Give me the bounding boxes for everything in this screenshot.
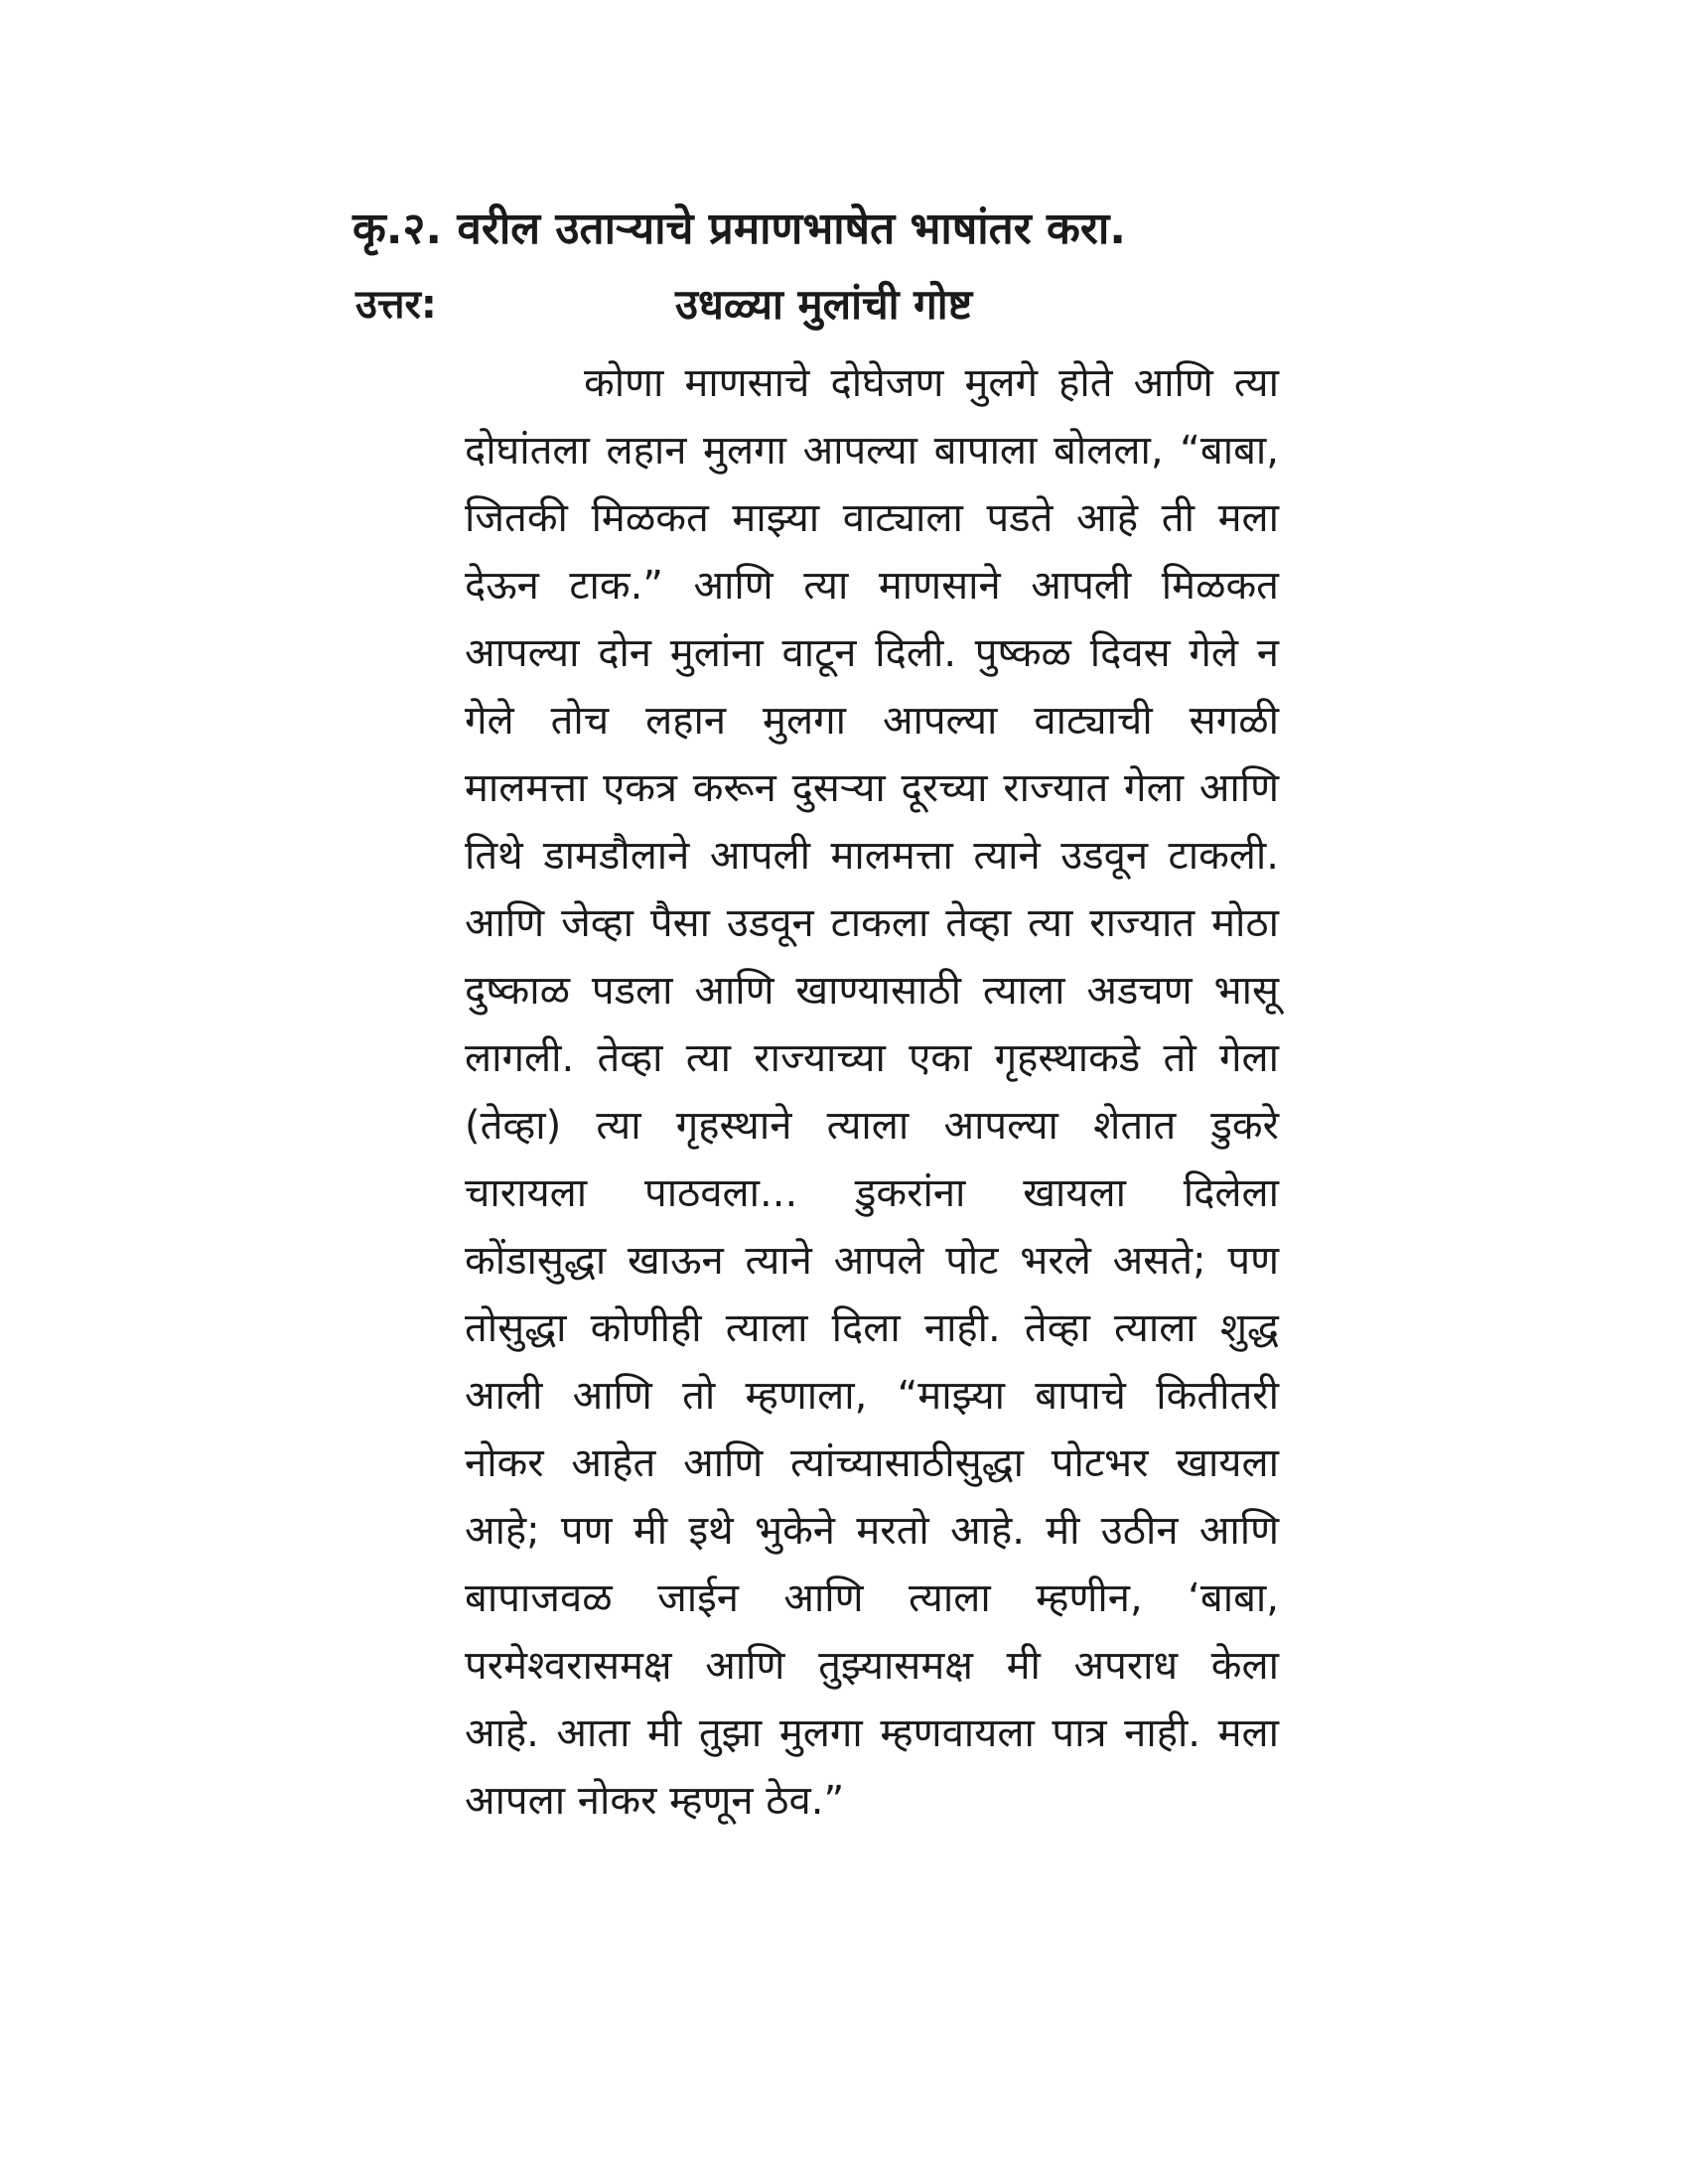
story-line: देऊन टाक.” आणि त्या माणसाने आपली मिळकत bbox=[465, 563, 1279, 609]
story-line: लागली. तेव्हा त्या राज्याच्या एका गृहस्थाकडे तो गेला bbox=[465, 1035, 1279, 1081]
story-line: दुष्काळ पडला आणि खाण्यासाठी त्याला अडचण भासू bbox=[465, 968, 1279, 1014]
story-line: परमेश्वरासमक्ष आणि तुझ्यासमक्ष मी अपराध केला bbox=[465, 1643, 1279, 1689]
story-line: आपला नोकर म्हणून ठेव.” bbox=[465, 1778, 845, 1824]
answer-label: उत्तर: bbox=[355, 282, 437, 328]
story-body bbox=[465, 349, 1279, 1835]
story-line: आपल्या दोन मुलांना वाटून दिली. पुष्कळ दिवस गेले न bbox=[465, 630, 1279, 676]
story-line: आहे; पण मी इथे भुकेने मरतो आहे. मी उठीन आणि bbox=[465, 1508, 1279, 1554]
story-line: चारायला पाठवला... डुकरांना खायला दिलेला bbox=[465, 1170, 1279, 1216]
question-heading: कृ.२. वरील उताऱ्याचे प्रमाणभाषेत भाषांतर करा. bbox=[352, 204, 1126, 254]
story-line: मालमत्ता एकत्र करून दुसऱ्या दूरच्या राज्यात गेला आणि bbox=[465, 765, 1279, 811]
story-line: जितकी मिळकत माझ्या वाट्याला पडते आहे ती मला bbox=[465, 495, 1279, 541]
story-line: (तेव्हा) त्या गृहस्थाने त्याला आपल्या शेतात डुकरे bbox=[465, 1103, 1279, 1149]
story-line: आणि जेव्हा पैसा उडवून टाकला तेव्हा त्या राज्यात मोठा bbox=[465, 900, 1279, 946]
story-line: नोकर आहेत आणि त्यांच्यासाठीसुद्धा पोटभर खायला bbox=[465, 1440, 1279, 1486]
story-title: उधळ्या मुलांची गोष्ट bbox=[675, 280, 973, 329]
story-line: आहे. आता मी तुझा मुलगा म्हणवायला पात्र नाही. मला bbox=[465, 1710, 1279, 1756]
story-line: तोसुद्धा कोणीही त्याला दिला नाही. तेव्हा त्याला शुद्ध bbox=[465, 1305, 1279, 1351]
story-line: कोंडासुद्धा खाऊन त्याने आपले पोट भरले असते; पण bbox=[465, 1238, 1279, 1284]
story-line: तिथे डामडौलाने आपली मालमत्ता त्याने उडवून टाकली. bbox=[465, 833, 1279, 879]
story-line: बापाजवळ जाईन आणि त्याला म्हणीन, ‘बाबा, bbox=[465, 1575, 1279, 1621]
story-line: आली आणि तो म्हणाला, “माझ्या बापाचे कितीतरी bbox=[465, 1373, 1279, 1419]
story-line: कोणा माणसाचे दोघेजण मुलगे होते आणि त्या bbox=[584, 360, 1279, 406]
story-line: दोघांतला लहान मुलगा आपल्या बापाला बोलला, “बाबा, bbox=[465, 428, 1279, 474]
story-line: गेले तोच लहान मुलगा आपल्या वाट्याची सगळी bbox=[465, 698, 1279, 744]
